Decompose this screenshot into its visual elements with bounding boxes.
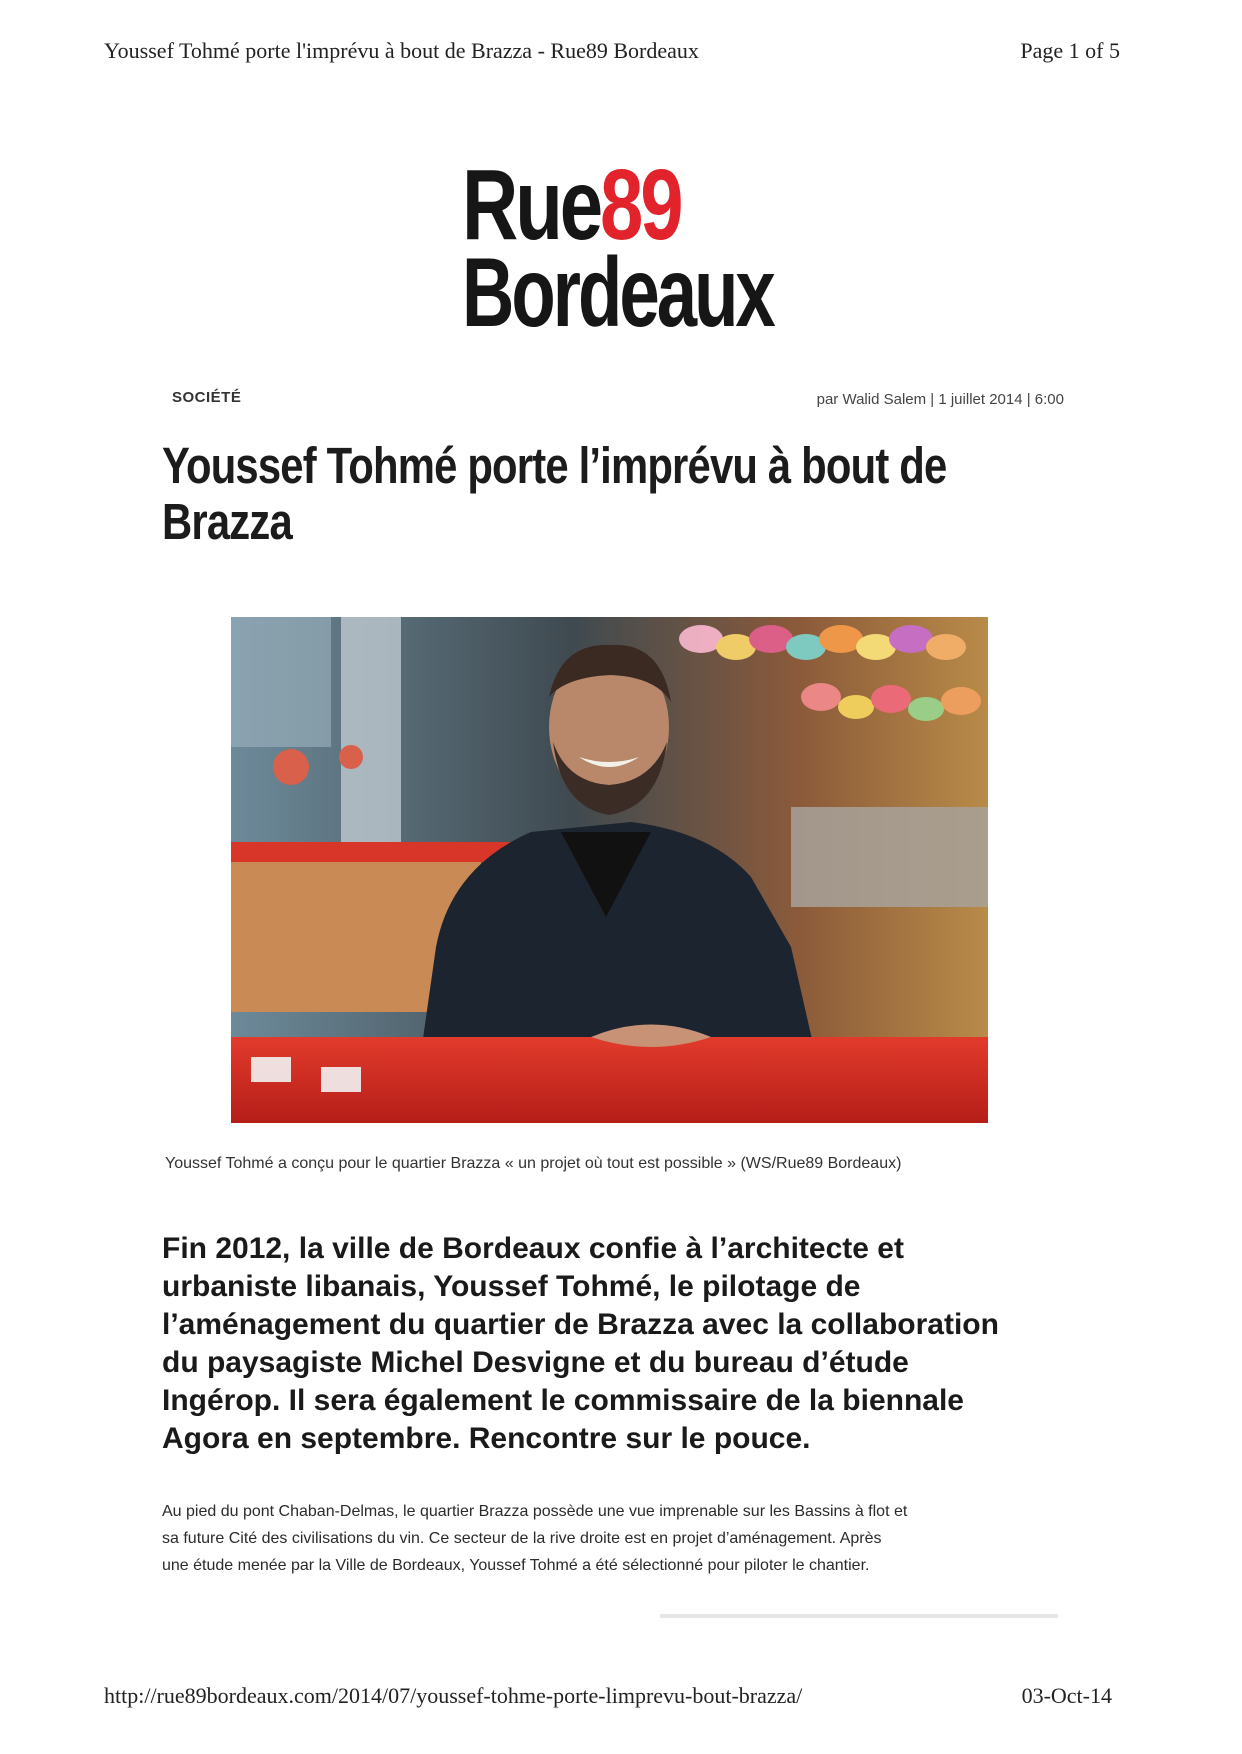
print-footer-url: http://rue89bordeaux.com/2014/07/youssef-tohme-porte-limprevu-bout-brazza/ bbox=[104, 1683, 803, 1708]
logo-text-bordeaux: Bordeaux bbox=[462, 237, 773, 347]
lead-line: Ingérop. Il sera également le commissaire de la biennale bbox=[162, 1384, 964, 1417]
lead-line: Fin 2012, la ville de Bordeaux confie à l’architecte et bbox=[162, 1232, 904, 1265]
article-photo bbox=[231, 617, 988, 1123]
article-byline: par Walid Salem | 1 juillet 2014 | 6:00 bbox=[816, 391, 1064, 408]
body-line: sa future Cité des civilisations du vin. Ce secteur de la rive droite est en projet d’aménagement. Après bbox=[162, 1530, 882, 1547]
photo-illustration bbox=[231, 617, 988, 1123]
photo-caption: Youssef Tohmé a conçu pour le quartier Brazza « un projet où tout est possible » (WS/Rue89 Bordeaux) bbox=[165, 1155, 902, 1172]
headline-line-2: Brazza bbox=[162, 493, 292, 550]
print-header-page-number: Page 1 of 5 bbox=[1020, 38, 1120, 63]
logo-text-89: 89 bbox=[599, 149, 681, 261]
lead-line: urbaniste libanais, Youssef Tohmé, le pilotage de bbox=[162, 1270, 861, 1303]
divider bbox=[660, 1614, 1058, 1618]
article-category[interactable]: SOCIÉTÉ bbox=[172, 389, 242, 406]
article-body bbox=[162, 1498, 1062, 1579]
body-line: une étude menée par la Ville de Bordeaux, Youssef Tohmé a été sélectionné pour piloter le chantier. bbox=[162, 1557, 870, 1574]
article-headline bbox=[162, 437, 947, 550]
print-header-title: Youssef Tohmé porte l'imprévu à bout de Brazza - Rue89 Bordeaux bbox=[104, 38, 699, 63]
site-logo[interactable] bbox=[462, 149, 792, 385]
article-lead bbox=[162, 1230, 1062, 1458]
lead-line: du paysagiste Michel Desvigne et du bureau d’étude bbox=[162, 1346, 909, 1379]
logo-text-rue: Rue bbox=[462, 149, 600, 261]
lead-line: Agora en septembre. Rencontre sur le pouce. bbox=[162, 1422, 811, 1455]
lead-line: l’aménagement du quartier de Brazza avec la collaboration bbox=[162, 1308, 999, 1341]
headline-line-1: Youssef Tohmé porte l’imprévu à bout de bbox=[162, 437, 947, 494]
body-line: Au pied du pont Chaban-Delmas, le quartier Brazza possède une vue imprenable sur les Bassins à flot et bbox=[162, 1503, 908, 1520]
print-footer-date: 03-Oct-14 bbox=[1021, 1683, 1112, 1708]
